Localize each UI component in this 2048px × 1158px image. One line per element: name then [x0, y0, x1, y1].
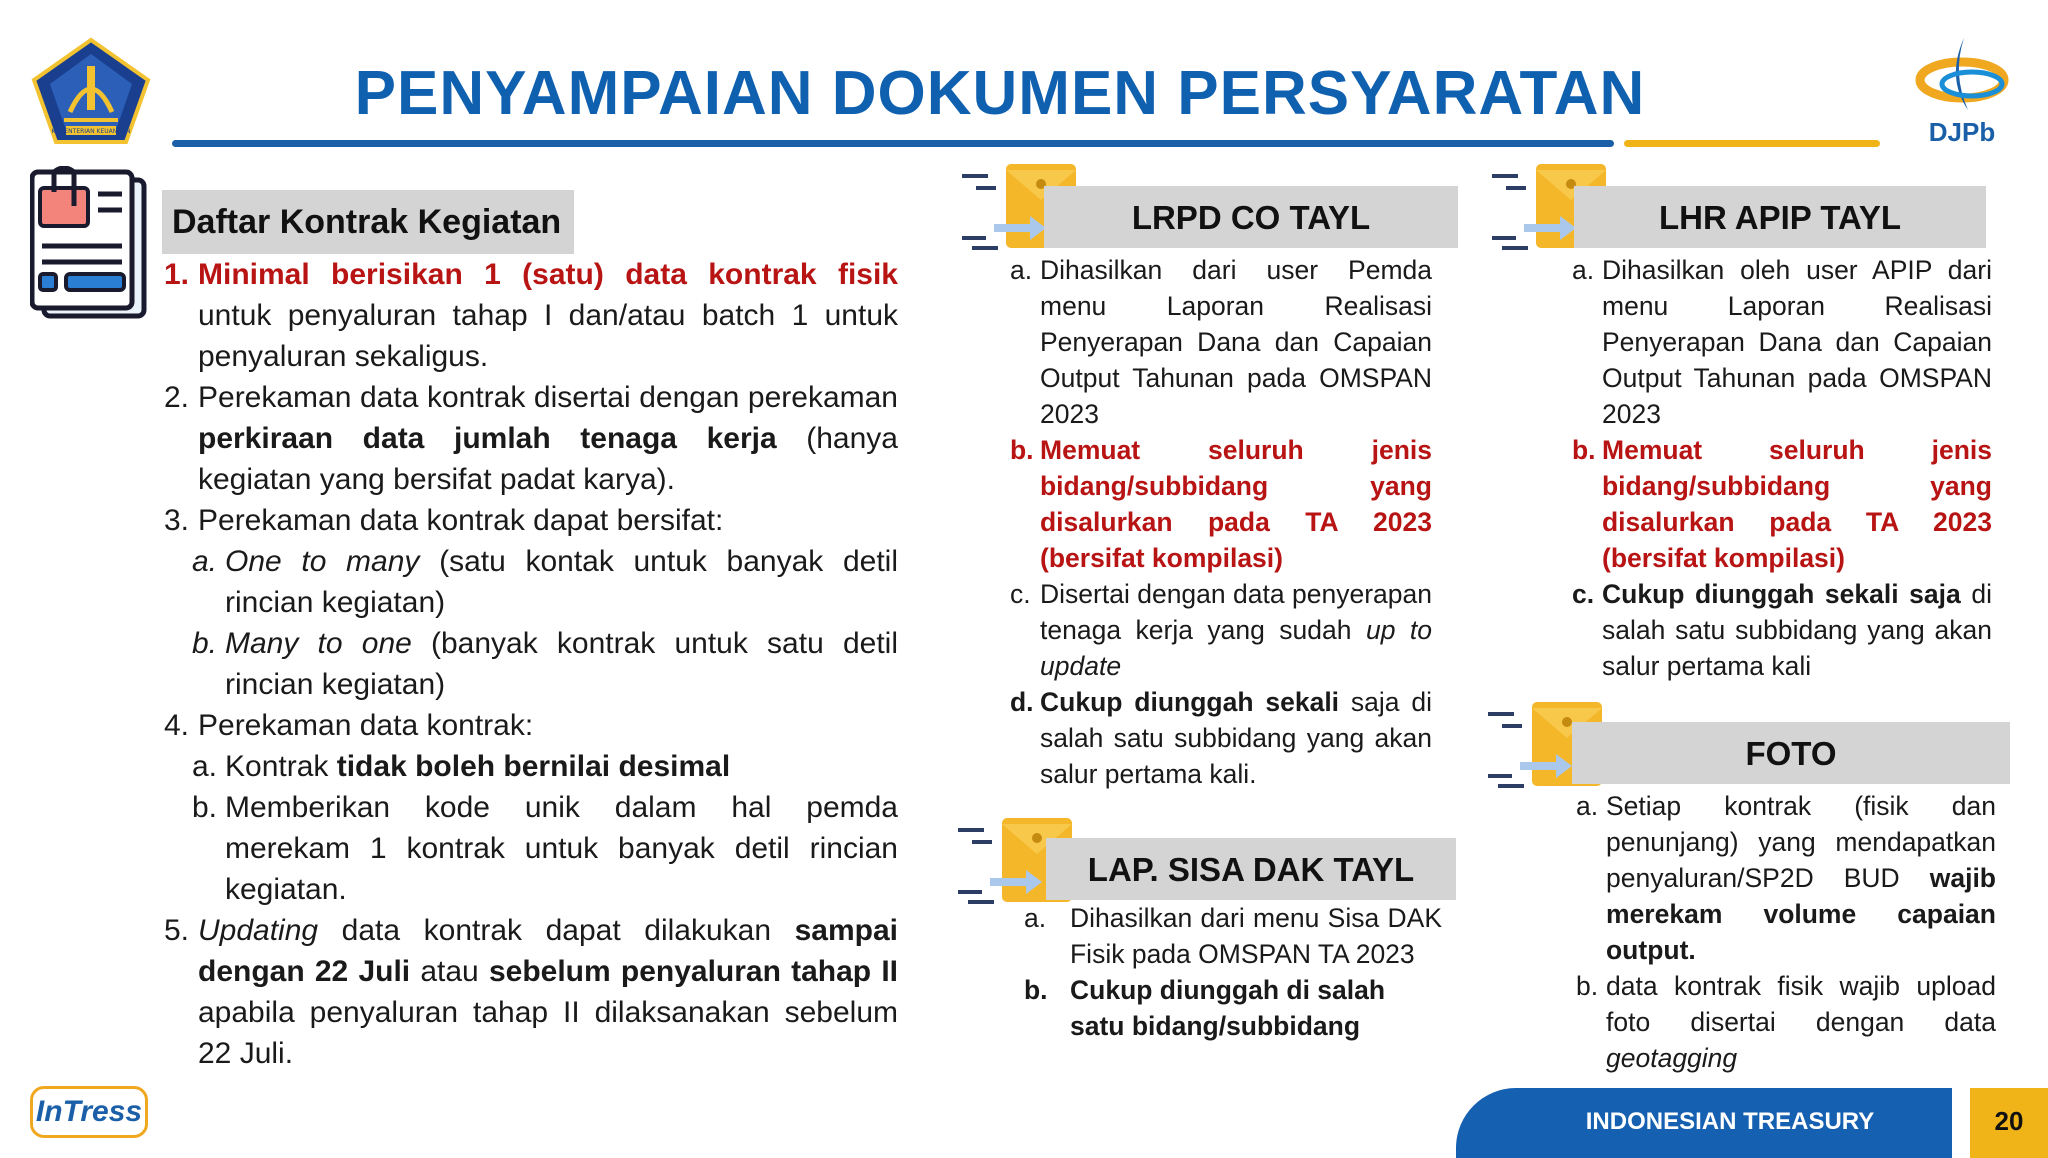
- lrpd-item-a: a. Dihasilkan dari user Pemda menu Laporan Realisasi Penyerapan Dana dan Capaian Output Tahunan pada OMSPAN 2023: [1010, 255, 1432, 429]
- lapsisa-item-b: b. Cukup diunggah di salah satu bidang/subbidang: [1024, 975, 1386, 1041]
- daftar-kontrak-heading: Daftar Kontrak Kegiatan: [162, 190, 574, 254]
- lrpd-list: [1010, 252, 1432, 792]
- lhr-item-c: c. Cukup diunggah sekali saja di salah satu subbidang yang akan salur pertama kali: [1572, 579, 1992, 681]
- intress-logo: InTress: [30, 1086, 148, 1138]
- kemenkeu-logo: [30, 36, 152, 146]
- lapsisa-heading: LAP. SISA DAK TAYL: [1046, 838, 1456, 900]
- djpb-logo-text: DJPb: [1928, 117, 1996, 147]
- left-item-5: 5. Updating data kontrak dapat dilakukan sampai dengan 22 Juli atau sebelum penyaluran tahap II apabila penyaluran tahap II dilaksanakan sebelum 22 Juli.: [164, 914, 899, 1070]
- svg-text:KEMENTERIAN KEUANGAN: KEMENTERIAN KEUANGAN: [51, 128, 131, 135]
- left-list: [164, 254, 898, 1074]
- lhr-item-a: a. Dihasilkan oleh user APIP dari menu Laporan Realisasi Penyerapan Dana dan Capaian Output Tahunan pada OMSPAN 2023: [1572, 255, 1992, 429]
- title-underline-blue: [172, 140, 1614, 147]
- foto-heading: FOTO: [1572, 722, 2010, 784]
- lapsisa-item-a: a. Dihasilkan dari menu Sisa DAK Fisik pada OMSPAN TA 2023: [1024, 903, 1442, 969]
- djpb-logo: [1912, 34, 2012, 146]
- left-item-3: 3. Perekaman data kontrak dapat bersifat:: [164, 504, 724, 537]
- lapsisa-list: [1012, 900, 1442, 1044]
- lrpd-item-c: c. Disertai dengan data penyerapan tenaga kerja yang sudah up to update: [1010, 579, 1432, 681]
- title-underline-gold: [1624, 140, 1880, 147]
- lrpd-item-b: b. Memuat seluruh jenis bidang/subbidang yang disalurkan pada TA 2023 (bersifat kompilasi): [1010, 435, 1432, 573]
- left-item-2: 2. Perekaman data kontrak disertai dengan perekaman perkiraan data jumlah tenaga kerja (hanya kegiatan yang bersifat padat karya).: [164, 381, 898, 496]
- lhr-item-b: b. Memuat seluruh jenis bidang/subbidang yang disalurkan pada TA 2023 (bersifat kompilasi): [1572, 435, 1992, 573]
- left-item-4: 4. Perekaman data kontrak:: [164, 709, 534, 742]
- footer-label: INDONESIAN TREASURY: [1585, 1108, 1875, 1135]
- foto-item-a: a. Setiap kontrak (fisik dan penunjang) yang mendapatkan penyaluran/SP2D BUD wajib merekam volume capaian output.: [1576, 791, 1996, 965]
- left-item-1: 1. Minimal berisikan 1 (satu) data kontrak fisik untuk penyaluran tahap I dan/atau batch 1 untuk penyaluran sekaligus.: [164, 258, 898, 373]
- foto-list: [1576, 788, 1996, 1076]
- lrpd-item-d: d. Cukup diunggah sekali saja di salah satu subbidang yang akan salur pertama kali.: [1010, 687, 1432, 789]
- lrpd-heading: LRPD CO TAYL: [1044, 186, 1458, 248]
- left-item-3a: a. One to many (satu kontak untuk banyak detil rincian kegiatan): [192, 545, 898, 619]
- page-number: 20: [1994, 1106, 2024, 1136]
- lhr-list: [1572, 252, 1992, 684]
- left-item-3b: b. Many to one (banyak kontrak untuk satu detil rincian kegiatan): [192, 627, 898, 701]
- page-title: PENYAMPAIAN DOKUMEN PERSYARATAN: [354, 59, 1646, 128]
- document-clipboard-icon: [30, 166, 164, 322]
- foto-item-b: b. data kontrak fisik wajib upload foto disertai dengan data geotagging: [1576, 971, 1996, 1073]
- left-item-4b: b. Memberikan kode unik dalam hal pemda merekam 1 kontrak untuk banyak detil rincian kegiatan.: [192, 791, 898, 906]
- lhr-heading: LHR APIP TAYL: [1574, 186, 1986, 248]
- left-item-4a: a. Kontrak tidak boleh bernilai desimal: [192, 750, 731, 783]
